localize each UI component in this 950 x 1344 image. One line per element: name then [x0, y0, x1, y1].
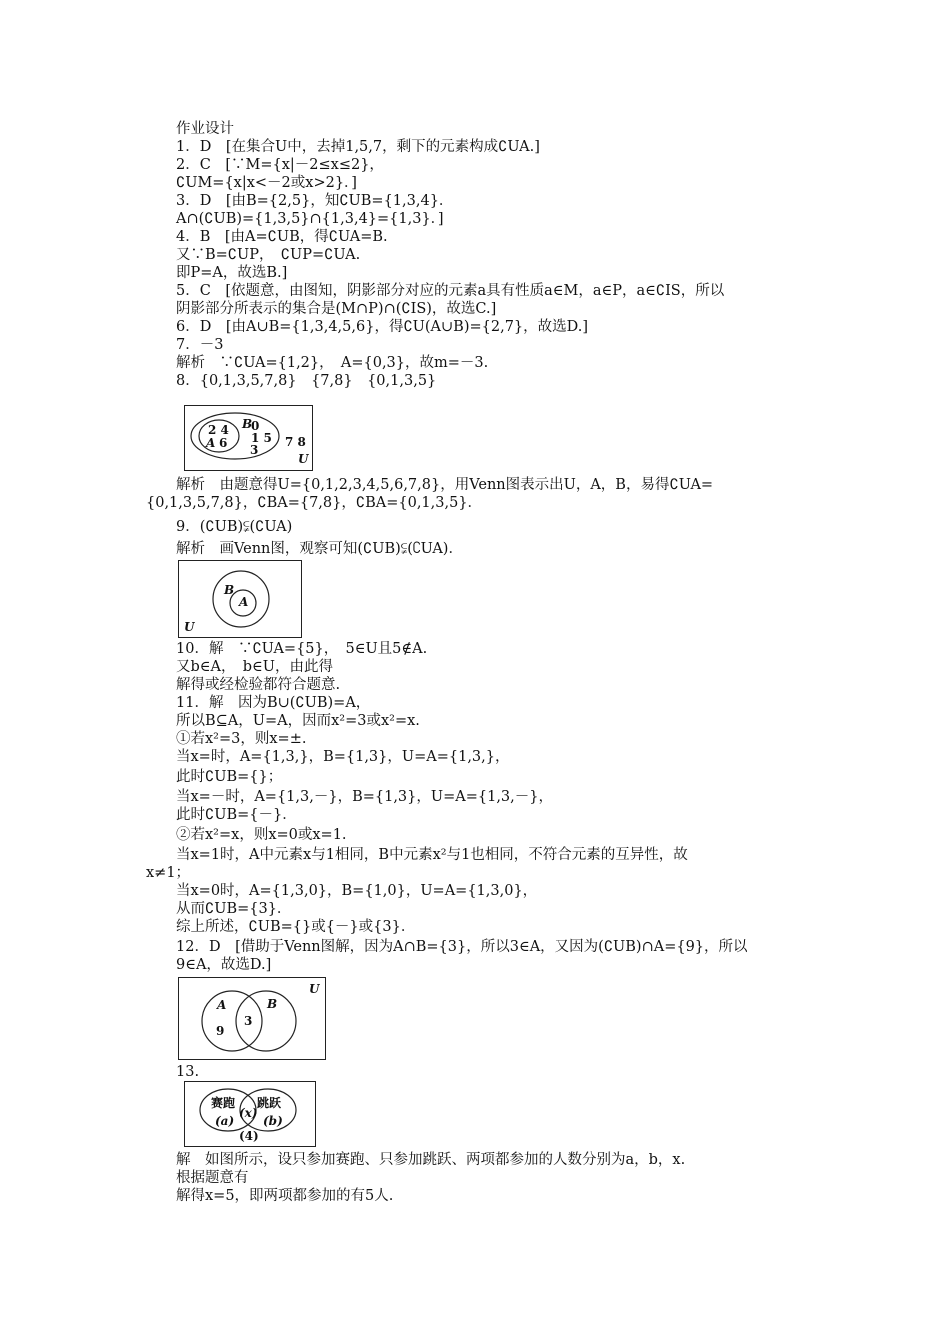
neither-value: (4) — [239, 1129, 259, 1143]
text-line: 10．解 ∵∁UA={5}， 5∈U且5∉A. — [176, 641, 428, 657]
text-line: 此时∁UB={－}． — [176, 807, 297, 823]
set-a-element: 2 4 — [208, 423, 229, 437]
text-line: 根据题意有 — [176, 1170, 249, 1186]
text-line: 此时∁UB={}； — [176, 769, 283, 785]
text-line: 3．D [由B={2,5}，知∁UB={1,3,4}． — [176, 193, 454, 209]
text-line: ①若x²=3，则x=±. — [176, 731, 307, 747]
set-a-only-value: 9 — [216, 1024, 225, 1038]
set-b-label: B — [267, 997, 278, 1011]
text-line: 解得或经检验都符合题意. — [176, 677, 341, 693]
text-line: ∁UM={x|x<－2或x>2}．] — [176, 175, 357, 191]
text-line: 7．－3 — [176, 337, 224, 353]
intersection-value: 3 — [244, 1014, 253, 1028]
set-b-element: 0 — [251, 419, 260, 433]
venn-diagram-8 — [184, 405, 313, 471]
text-line: 解析 ∵∁UA={1,2}， A={0,3}，故m=－3. — [176, 355, 489, 371]
text-line: 当x=0时，A={1,3,0}，B={1,0}，U=A={1,3,0}， — [176, 883, 538, 899]
set-a-element: 6 — [219, 436, 228, 450]
universal-set-label: U — [298, 452, 309, 466]
text-line: 当x=1时，A中元素x与1相同，B中元素x²与1也相同，不符合元素的互异性，故 — [176, 847, 688, 863]
text-line: 8．{0,1,3,5,7,8} {7,8} {0,1,3,5} — [176, 373, 437, 389]
set-a-label: A — [206, 436, 216, 450]
text-line: x≠1； — [146, 865, 191, 881]
text-line: 4．B [由A=∁UB，得∁UA=B. — [176, 229, 388, 245]
text-line: 9∈A，故选D.] — [176, 957, 272, 973]
text-line: {0,1,3,5,7,8}，∁BA={7,8}，∁BA={0,1,3,5}． — [146, 495, 483, 511]
text-line: 当x=－时，A={1,3,－}，B={1,3}，U=A={1,3,－}， — [176, 789, 553, 805]
both-variable: (x) — [239, 1106, 258, 1120]
venn-diagram-13 — [184, 1081, 316, 1147]
text-line: 解得x=5，即两项都参加的有5人. — [176, 1188, 394, 1204]
universal-set-label: U — [309, 982, 320, 996]
venn-diagram-9 — [178, 560, 302, 638]
text-line: 解 如图所示，设只参加赛跑、只参加跳跃、两项都参加的人数分别为a，b，x. — [176, 1152, 686, 1168]
set-a-label: A — [217, 998, 227, 1012]
text-line: 2．C [∵M={x|－2≤x≤2}， — [176, 157, 384, 173]
text-line: 解析 由题意得U={0,1,2,3,4,5,6,7,8}，用Venn图表示出U，A，B，易得∁UA= — [176, 477, 714, 493]
text-line: 5．C [依题意，由图知，阴影部分对应的元素a具有性质a∈M，a∈P，a∈∁IS，所以 — [176, 283, 725, 299]
text-line: 即P=A，故选B.] — [176, 265, 288, 281]
set-jump-label: 跳跃 — [257, 1096, 282, 1110]
set-b-element: 3 — [250, 443, 259, 457]
text-line: 又∵B=∁UP， ∁UP=∁UA. — [176, 247, 361, 263]
set-b-label: B — [224, 583, 235, 597]
text-line: 13. — [176, 1064, 200, 1080]
text-line: 6．D [由A∪B={1,3,4,5,6}，得∁U(A∪B)={2,7}，故选D.] — [176, 319, 589, 335]
set-a-label: A — [239, 595, 249, 609]
set-b-label: B — [242, 417, 253, 431]
text-line: 从而∁UB={3}． — [176, 901, 292, 917]
set-run-label: 赛跑 — [211, 1096, 236, 1110]
text-line: 12．D [借助于Venn图解，因为A∩B={3}，所以3∈A，又因为(∁UB)∩A={9}，所以 — [176, 939, 748, 955]
text-line: 9．(∁UB)⫋(∁UA) — [176, 519, 293, 535]
text-line: 所以B⊆A，U=A，因而x²=3或x²=x. — [176, 713, 420, 729]
text-line: ②若x²=x，则x=0或x=1. — [176, 827, 347, 843]
jump-only-variable: (b) — [263, 1114, 283, 1128]
text-line: 11．解 因为B∪(∁UB)=A， — [176, 695, 371, 711]
text-line: 解析 画Venn图，观察可知(∁UB)⫋(∁UA)． — [176, 541, 463, 557]
set-b-element: 1 5 — [251, 431, 272, 445]
venn-diagram-12 — [178, 977, 326, 1060]
text-line: 当x=时，A={1,3,}，B={1,3}，U=A={1,3,}， — [176, 749, 510, 765]
universal-set-label: U — [184, 620, 195, 634]
outside-elements: 7 8 — [285, 435, 306, 449]
text-line: 1．D [在集合U中，去掉1,5,7，剩下的元素构成∁UA.] — [176, 139, 540, 155]
text-line: 综上所述，∁UB={}或{－}或{3}． — [176, 919, 416, 935]
run-only-variable: (a) — [215, 1114, 235, 1128]
text-line: 阴影部分所表示的集合是(M∩P)∩(∁IS)，故选C.] — [176, 301, 497, 317]
text-line: 又b∈A， b∈U，由此得 — [176, 659, 333, 675]
section-heading: 作业设计 — [176, 121, 234, 137]
text-line: A∩(∁UB)={1,3,5}∩{1,3,4}={1,3}．] — [176, 211, 444, 227]
